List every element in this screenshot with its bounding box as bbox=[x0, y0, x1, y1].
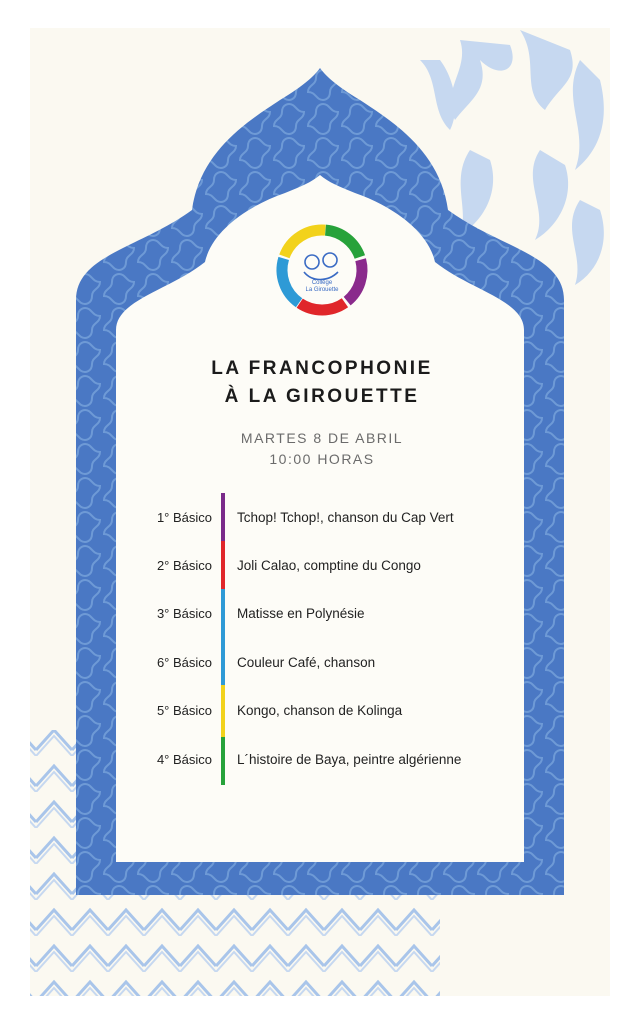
program-bar bbox=[221, 493, 225, 541]
program-bar bbox=[221, 685, 225, 737]
event-datetime bbox=[130, 428, 514, 470]
event-time: 10:00 HORAS bbox=[269, 451, 375, 467]
program-title: L´histoire de Baya, peintre algérienne bbox=[237, 752, 462, 767]
title-line-1: LA FRANCOPHONIE bbox=[211, 358, 433, 379]
event-date: MARTES 8 DE ABRIL bbox=[240, 430, 404, 446]
program-grade: 5° Básico bbox=[156, 703, 212, 718]
program-bar bbox=[221, 541, 225, 589]
title-line-2: À LA GIROUETTE bbox=[224, 386, 420, 407]
program-grade: 4° Básico bbox=[156, 752, 212, 767]
program-grade: 3° Básico bbox=[156, 606, 212, 621]
page-title bbox=[130, 355, 514, 411]
program-grade: 2° Básico bbox=[156, 558, 212, 573]
program-title: Joli Calao, comptine du Congo bbox=[237, 558, 421, 573]
program-bar bbox=[221, 589, 225, 637]
college-name: Collège La Girouette bbox=[305, 280, 339, 293]
program-bar bbox=[221, 737, 225, 785]
program-bar bbox=[221, 637, 225, 685]
college-logo bbox=[268, 216, 376, 324]
program-title: Couleur Café, chanson bbox=[237, 655, 376, 670]
program-title: Matisse en Polynésie bbox=[237, 606, 365, 621]
program-title: Kongo, chanson de Kolinga bbox=[237, 703, 403, 718]
program-grade: 6° Básico bbox=[156, 655, 212, 670]
program-title: Tchop! Tchop!, chanson du Cap Vert bbox=[237, 510, 454, 525]
program-grade: 1° Básico bbox=[156, 510, 212, 525]
